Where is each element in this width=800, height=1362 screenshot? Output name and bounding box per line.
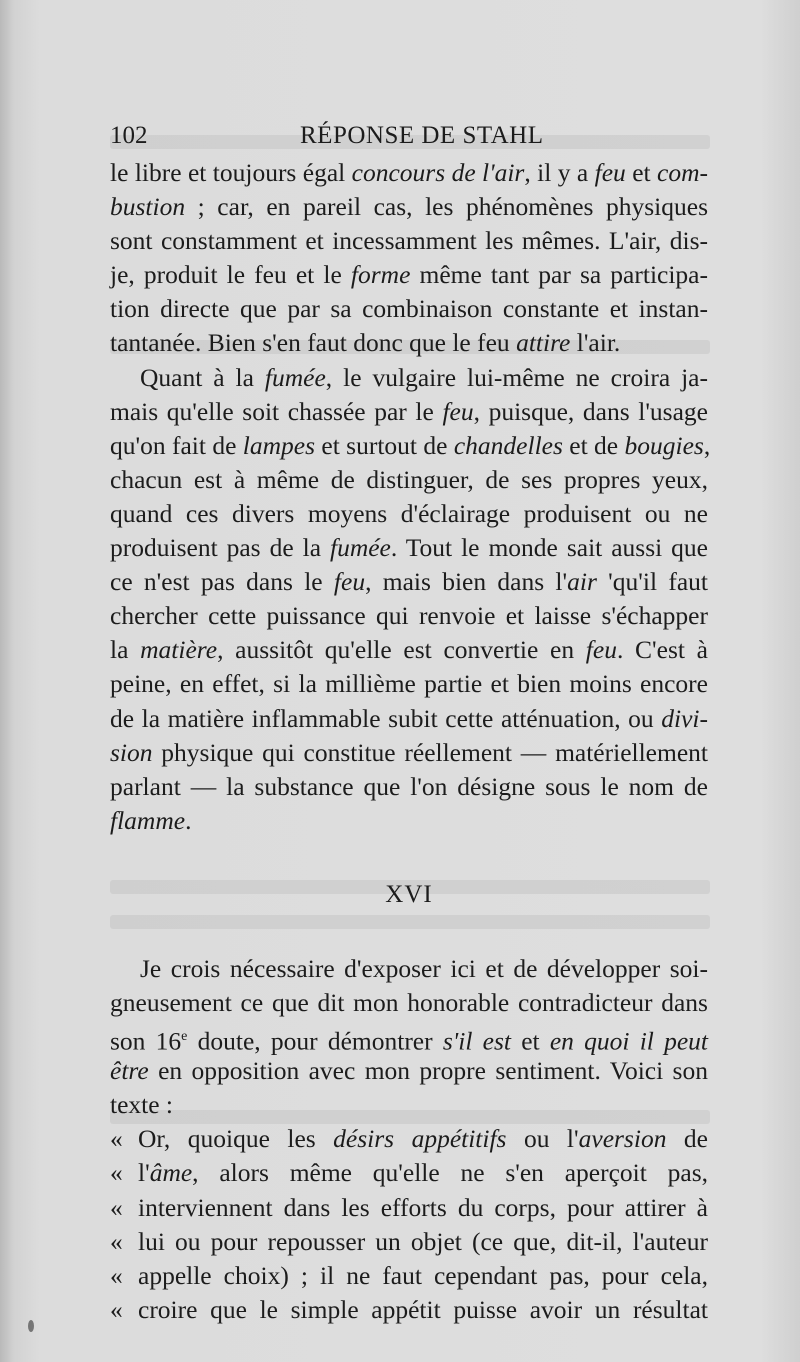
quote-line: « croire que le simple appétit puisse avoir un résultat: [110, 1294, 708, 1324]
text-line: parlant — la substance que l'on désigne sous le nom de: [110, 771, 708, 801]
text-line: son 16e doute, pour démontrer s'il est et en quoi il peut: [110, 1026, 709, 1056]
text-line: qu'on fait de lampes et surtout de chandelles et de bougies,: [110, 430, 711, 460]
text-line: gneusement ce que dit mon honorable contradicteur dans: [110, 987, 708, 1017]
text-line: Quant à la fumée, le vulgaire lui-même ne croira ja-: [140, 362, 708, 392]
text-line: texte :: [110, 1090, 174, 1120]
ink-smudge: [28, 1320, 34, 1332]
text-line: tion directe que par sa combinaison constante et instan-: [110, 294, 708, 324]
quote-line: « appelle choix) ; il ne faut cependant pas, pour cela,: [110, 1260, 708, 1290]
section-gap: [110, 912, 708, 952]
running-title: RÉPONSE DE STAHL: [300, 122, 544, 149]
text-line: mais qu'elle soit chassée par le feu, puisque, dans l'usage: [110, 396, 708, 426]
text-line: le libre et toujours égal concours de l'air, il y a feu et com-: [110, 158, 709, 187]
text-line: sont constamment et incessamment les mêmes. L'air, dis-: [110, 226, 708, 256]
text-line: produisent pas de la fumée. Tout le monde sait aussi que: [110, 533, 708, 563]
text-line: quand ces divers moyens d'éclairage produisent ou ne: [110, 498, 708, 528]
text-line: chercher cette puissance qui renvoie et laisse s'échapper: [110, 601, 708, 631]
quote-line: « interviennent dans les efforts du corps, pour attirer à: [110, 1192, 708, 1222]
page-header: [110, 122, 710, 154]
paragraph-intro-quote: [110, 952, 708, 1122]
text-line: Je crois nécessaire d'exposer ici et de développer soi-: [140, 953, 708, 983]
page-number: 102: [110, 122, 148, 149]
text-line: la matière, aussitôt qu'elle est convertie en feu. C'est à: [110, 635, 708, 665]
block-quote: [110, 1122, 708, 1327]
text-line: sion physique qui constitue réellement — matériellement: [110, 737, 708, 767]
quote-line: « Or, quoique les désirs appétitifs ou l'aversion de: [110, 1124, 708, 1154]
text-line: ce n'est pas dans le feu, mais bien dans l'air 'qu'il faut: [110, 567, 708, 597]
text-line: flamme.: [110, 805, 192, 835]
paragraph-smoke: [110, 361, 711, 838]
section-gap: [110, 838, 708, 878]
paragraph-continuation: [110, 156, 708, 361]
section-heading: XVI: [385, 880, 433, 908]
text-line: être en opposition avec mon propre sentiment. Voici son: [110, 1056, 708, 1086]
quote-line: « lui ou pour repousser un objet (ce que, dit-il, l'auteur: [110, 1226, 708, 1256]
body-text: [110, 156, 711, 1327]
text-line: tantanée. Bien s'en faut donc que le feu attire l'air.: [110, 328, 621, 358]
quote-line: « l'âme, alors même qu'elle ne s'en aperçoit pas,: [110, 1158, 708, 1188]
text-line: bustion ; car, en pareil cas, les phénomènes physiques: [110, 192, 708, 222]
text-line: peine, en effet, si la millième partie et bien moins encore: [110, 669, 708, 699]
text-line: de la matière inflammable subit cette atténuation, ou divi-: [110, 703, 708, 733]
text-line: chacun est à même de distinguer, de ses propres yeux,: [110, 464, 708, 494]
text-line: je, produit le feu et le forme même tant par sa participa-: [110, 260, 708, 290]
